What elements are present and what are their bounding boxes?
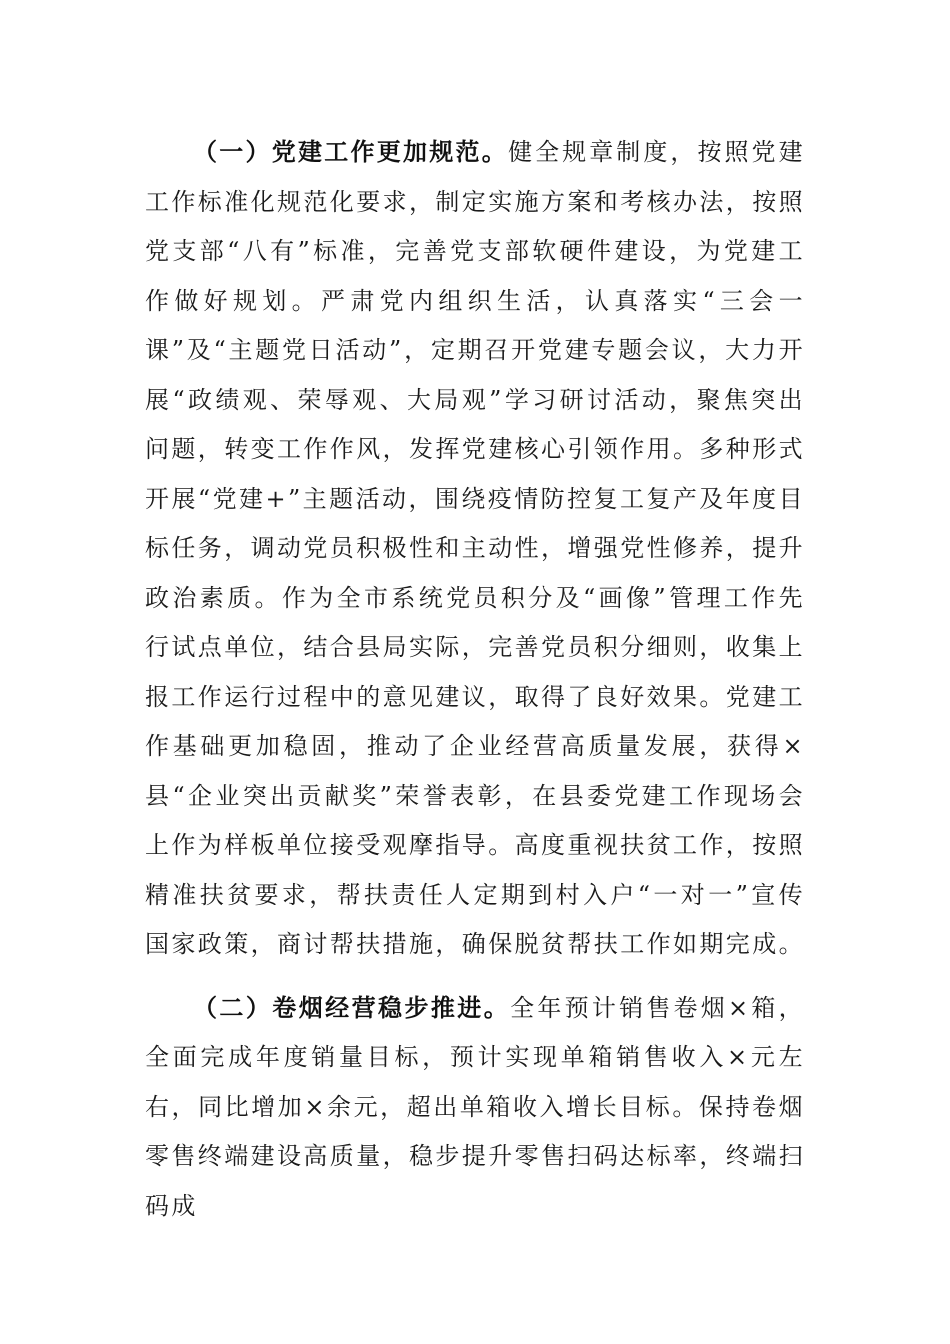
paragraph-cigarette-operations: [145, 984, 805, 1232]
section-heading-cigarette-operations: （二）卷烟经营稳步推进。: [193, 993, 511, 1022]
paragraph-text-cigarette-operations: 全年预计销售卷烟×箱，全面完成年度销量目标，预计实现单箱销售收入×元左右，同比增加×余元，超出单箱收入增长目标。保持卷烟零售终端建设高质量，稳步提升零售扫码达标率，终端扫码成: [145, 993, 805, 1220]
paragraph-text-party-building: 健全规章制度，按照党建工作标准化规范化要求，制定实施方案和考核办法，按照党支部“八有”标准，完善党支部软硬件建设，为党建工作做好规划。严肃党内组织生活，认真落实“三会一课”及“主题党日活动”，定期召开党建专题会议，大力开展“政绩观、荣辱观、大局观”学习研讨活动，聚焦突出问题，转变工作作风，发挥党建核心引领作用。多种形式开展“党建+”主题活动，围绕疫情防控复工复产及年度目标任务，调动党员积极性和主动性，增强党性修养，提升政治素质。作为全市系统党员积分及“画像”管理工作先行试点单位，结合县局实际，完善党员积分细则，收集上报工作运行过程中的意见建议，取得了良好效果。党建工作基础更加稳固，推动了企业经营高质量发展，获得×县“企业突出贡献奖”荣誉表彰，在县委党建工作现场会上作为样板单位接受观摩指导。高度重视扶贫工作，按照精准扶贫要求，帮扶责任人定期到村入户“一对一”宣传国家政策，商讨帮扶措施，确保脱贫帮扶工作如期完成。: [145, 138, 806, 958]
section-heading-party-building: （一）党建工作更加规范。: [193, 138, 509, 166]
paragraph-party-building: [145, 128, 805, 970]
document-body: [145, 128, 805, 1245]
